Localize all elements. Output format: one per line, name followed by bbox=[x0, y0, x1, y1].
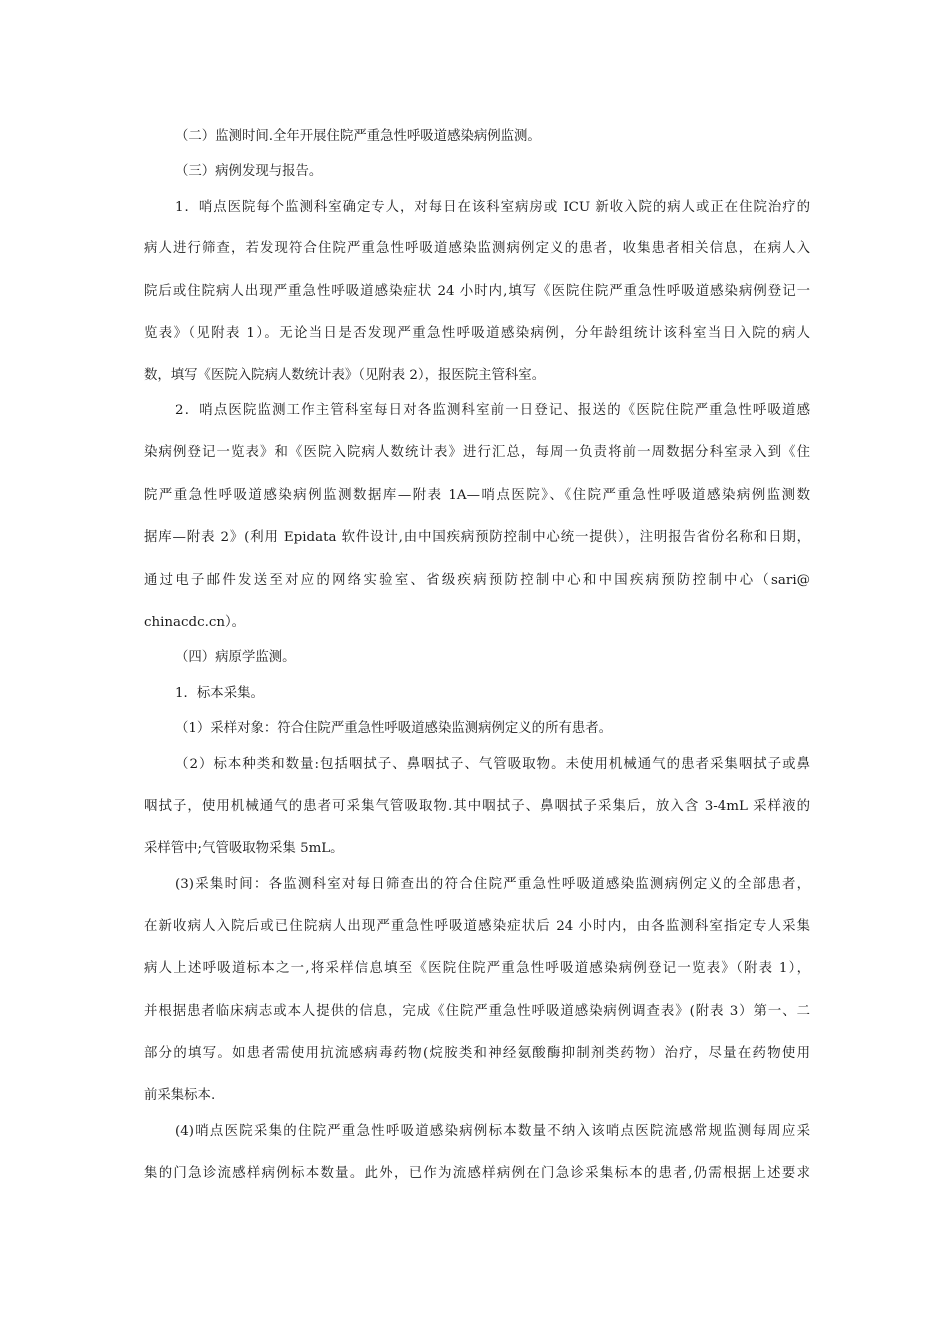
paragraph-line: 数，填写《医院入院病人数统计表》（见附表 2），报医院主管科室。 bbox=[144, 368, 546, 383]
paragraph-line: （二）监测时间.全年开展住院严重急性呼吸道感染病例监测。 bbox=[175, 129, 541, 144]
paragraph-line: chinacdc.cn）。 bbox=[144, 615, 246, 630]
paragraph-line: 据库—附表 2》(利用 Epidata 软件设计,由中国疾病预防控制中心统一提供），注明报告省份名称和日期， bbox=[144, 530, 810, 545]
paragraph-line: （2）标本种类和数量:包括咽拭子、鼻咽拭子、气管吸取物。未使用机械通气的患者采集咽拭子或鼻 bbox=[175, 757, 810, 772]
paragraph-line: （四）病原学监测。 bbox=[175, 650, 296, 665]
paragraph-line: 1．哨点医院每个监测科室确定专人，对每日在该科室病房或 ICU 新收入院的病人或正在住院治疗的 bbox=[175, 200, 810, 215]
paragraph-line: 咽拭子，使用机械通气的患者可采集气管吸取物.其中咽拭子、鼻咽拭子采集后，放入含 3-4mL 采样液的 bbox=[144, 799, 810, 814]
paragraph-line: 通过电子邮件发送至对应的网络实验室、省级疾病预防控制中心和中国疾病预防控制中心（sari@ bbox=[144, 573, 810, 588]
paragraph-line: 院后或住院病人出现严重急性呼吸道感染症状 24 小时内,填写《医院住院严重急性呼吸道感染病例登记一 bbox=[144, 284, 810, 299]
paragraph-line: （三）病例发现与报告。 bbox=[175, 164, 323, 179]
paragraph-line: 1．标本采集。 bbox=[175, 686, 264, 701]
paragraph-line: 染病例登记一览表》和《医院入院病人数统计表》进行汇总，每周一负责将前一周数据分科室录入到《住 bbox=[144, 445, 810, 460]
paragraph-line: 览表》（见附表 1）。无论当日是否发现严重急性呼吸道感染病例，分年龄组统计该科室当日入院的病人 bbox=[144, 326, 810, 341]
paragraph-line: 部分的填写。如患者需使用抗流感病毒药物(烷胺类和神经氨酸酶抑制剂类药物）治疗，尽量在药物使用 bbox=[144, 1046, 810, 1061]
paragraph-line: 采样管中;气管吸取物采集 5mL。 bbox=[144, 841, 344, 856]
paragraph-line: 病人上述呼吸道标本之一,将采样信息填至《医院住院严重急性呼吸道感染病例登记一览表》（附表 1）， bbox=[144, 961, 810, 976]
paragraph-line: （1）采样对象：符合住院严重急性呼吸道感染监测病例定义的所有患者。 bbox=[175, 721, 613, 736]
paragraph-line: 病人进行筛查，若发现符合住院严重急性呼吸道感染监测病例定义的患者，收集患者相关信息，在病人入 bbox=[144, 241, 810, 256]
paragraph-line: 院严重急性呼吸道感染病例监测数据库—附表 1A—哨点医院》、《住院严重急性呼吸道感染病例监测数 bbox=[144, 488, 810, 503]
paragraph-line: 集的门急诊流感样病例标本数量。此外，已作为流感样病例在门急诊采集标本的患者,仍需根据上述要求 bbox=[144, 1166, 810, 1181]
paragraph-line: 前采集标本. bbox=[144, 1088, 216, 1103]
paragraph-line: 2．哨点医院监测工作主管科室每日对各监测科室前一日登记、报送的《医院住院严重急性呼吸道感 bbox=[175, 403, 810, 418]
paragraph-line: 在新收病人入院后或已住院病人出现严重急性呼吸道感染症状后 24 小时内，由各监测科室指定专人采集 bbox=[144, 919, 810, 934]
paragraph-line: (3)采集时间：各监测科室对每日筛查出的符合住院严重急性呼吸道感染监测病例定义的全部患者， bbox=[175, 877, 810, 892]
paragraph-line: (4)哨点医院采集的住院严重急性呼吸道感染病例标本数量不纳入该哨点医院流感常规监测每周应采 bbox=[175, 1124, 810, 1139]
paragraph-line: 并根据患者临床病志或本人提供的信息，完成《住院严重急性呼吸道感染病例调查表》(附表 3）第一、二 bbox=[144, 1004, 810, 1019]
